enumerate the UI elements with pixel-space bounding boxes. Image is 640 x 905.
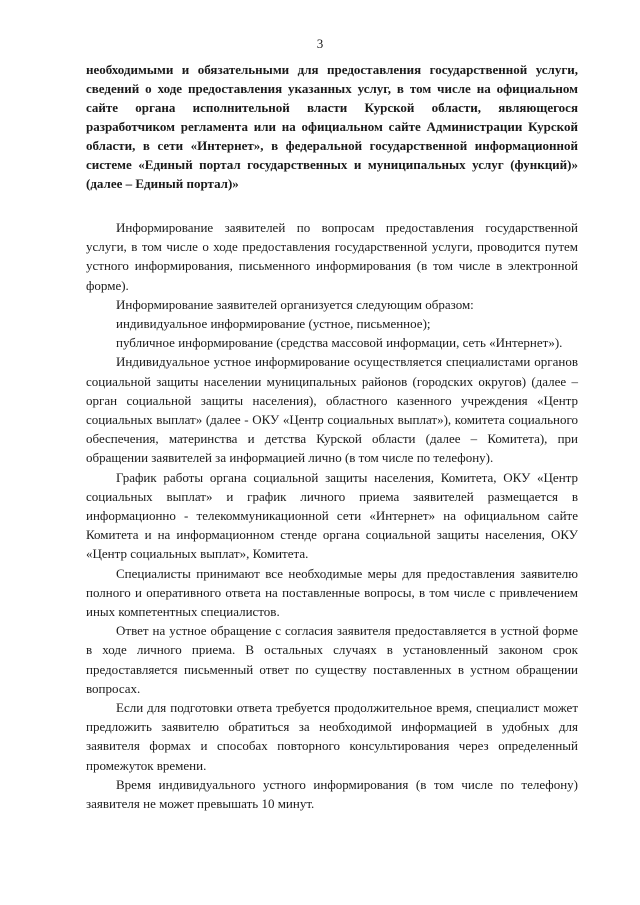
paragraph: График работы органа социальной защиты населения, Комитета, ОКУ «Центр социальных выплат» и график личного приема заявителей размещается в информационно - телекоммуникационной сети «Интернет» на официальном сайте Комитета и на информационном стенде органа социальной защиты населения, ОКУ «Центр социальных выплат», Комитета. xyxy=(86,469,578,562)
paragraph: Информирование заявителей организуется следующим образом: xyxy=(116,296,474,312)
document-body xyxy=(86,218,578,813)
paragraph: Ответ на устное обращение с согласия заявителя предоставляется в устной форме в ходе личного приема. В остальных случаях в установленный законом срок предоставляется письменный ответ по существу поставленных в устном обращении вопросах. xyxy=(86,623,578,696)
section-heading: необходимыми и обязательными для предоставления государственной услуги, сведений о ходе предоставления указанных услуг, в том числе на официальном сайте органа исполнительной власти Курской области, являющегося разработчиком регламента или на официальном сайте Администрации Курской области, в сети «Интернет», в федеральной государственной информационной системе «Единый портал государственных и муниципальных услуг (функций)» (далее – Единый портал)» xyxy=(86,62,578,191)
page-number: 3 xyxy=(316,36,324,51)
paragraph: Специалисты принимают все необходимые меры для предоставления заявителю полного и оперативного ответа на поставленные вопросы, в том числе с привлечением иных компетентных специалистов. xyxy=(86,565,578,620)
paragraph: индивидуальное информирование (устное, письменное); xyxy=(116,316,431,332)
paragraph: Если для подготовки ответа требуется продолжительное время, специалист может предложить заявителю обратиться за необходимой информацией в удобных для заявителя формах и способах повторного консультирования через определенный промежуток времени. xyxy=(86,700,578,773)
paragraph: Информирование заявителей по вопросам предоставления государственной услуги, в том числе о ходе предоставления государственной услуги, проводится путем устного информирования, письменного информирования (в том числе в электронной форме). xyxy=(86,220,578,293)
paragraph: публичное информирование (средства массовой информации, сеть «Интернет»). xyxy=(116,335,563,351)
paragraph: Индивидуальное устное информирование осуществляется специалистами органов социальной защиты населении муниципальных районов (городских округов) (далее – орган социальной защиты населения), областного казенного учреждения «Центр социальных выплат» (далее - ОКУ «Центр социальных выплат»), комитета социального обеспечения, материнства и детства Курской области (далее – Комитета), при обращении заявителей за информацией лично (в том числе по телефону). xyxy=(86,354,578,466)
paragraph: Время индивидуального устного информирования (в том числе по телефону) заявителя не может превышать 10 минут. xyxy=(86,776,578,812)
